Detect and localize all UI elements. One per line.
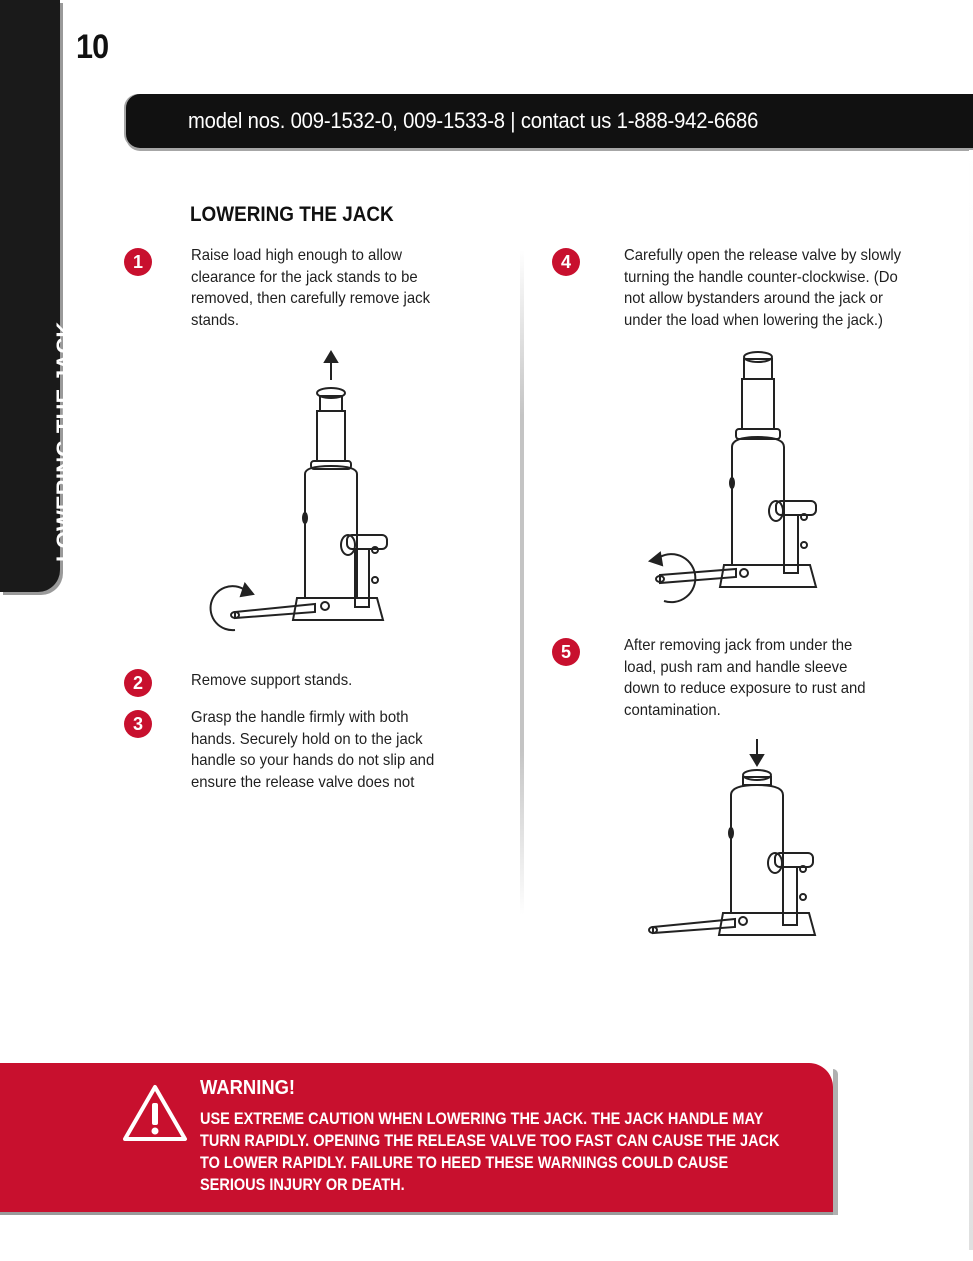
- column-divider: [520, 250, 524, 915]
- step-3-text: Grasp the handle firmly with both hands. Securely hold on to the jack handle so your hands do not slip and ensure the release valve does not: [191, 709, 435, 791]
- section-title: LOWERING THE JACK: [190, 203, 394, 226]
- jack-release-illustration: [640, 345, 840, 605]
- step-4-badge: 4: [552, 248, 580, 276]
- header-text: model nos. 009-1532-0, 009-1533-8 | contact us 1-888-942-6686: [188, 108, 759, 133]
- warning-title: WARNING!: [200, 1077, 296, 1099]
- jack-lowered-illustration: [645, 735, 845, 950]
- step-5-badge: 5: [552, 638, 580, 666]
- step-4-text: Carefully open the release valve by slowly turning the handle counter-clockwise. (Do not allow bystanders around the jack or under the load when lowering the jack.): [624, 247, 902, 329]
- header-bar: [126, 94, 973, 148]
- warning-triangle-icon: [122, 1083, 188, 1143]
- warning-body: USE EXTREME CAUTION WHEN LOWERING THE JACK. THE JACK HANDLE MAY TURN RAPIDLY. OPENING THE RELEASE VALVE TOO FAST CAN CAUSE THE JACK TO LOWER RAPIDLY. FAILURE TO HEED THESE WARNINGS COULD CAUSE SERIOUS INJURY OR DEATH.: [200, 1110, 780, 1194]
- step-1-badge: 1: [124, 248, 152, 276]
- step-3-badge: 3: [124, 710, 152, 738]
- side-section-tab: [0, 0, 77, 592]
- step-5-text: After removing jack from under the load, push ram and handle sleeve down to reduce exposure to rust and contamination.: [624, 637, 866, 719]
- page-number: 10: [76, 28, 109, 66]
- step-1-text: Raise load high enough to allow clearance for the jack stands to be removed, then carefully remove jack stands.: [191, 247, 431, 329]
- step-2-text: Remove support stands.: [191, 672, 353, 689]
- warning-box: [0, 1063, 833, 1215]
- page-edge: [969, 150, 973, 1250]
- side-tab-label: LOWERING THE JACK: [52, 321, 77, 562]
- jack-raise-illustration: [205, 350, 405, 640]
- step-2-badge: 2: [124, 669, 152, 697]
